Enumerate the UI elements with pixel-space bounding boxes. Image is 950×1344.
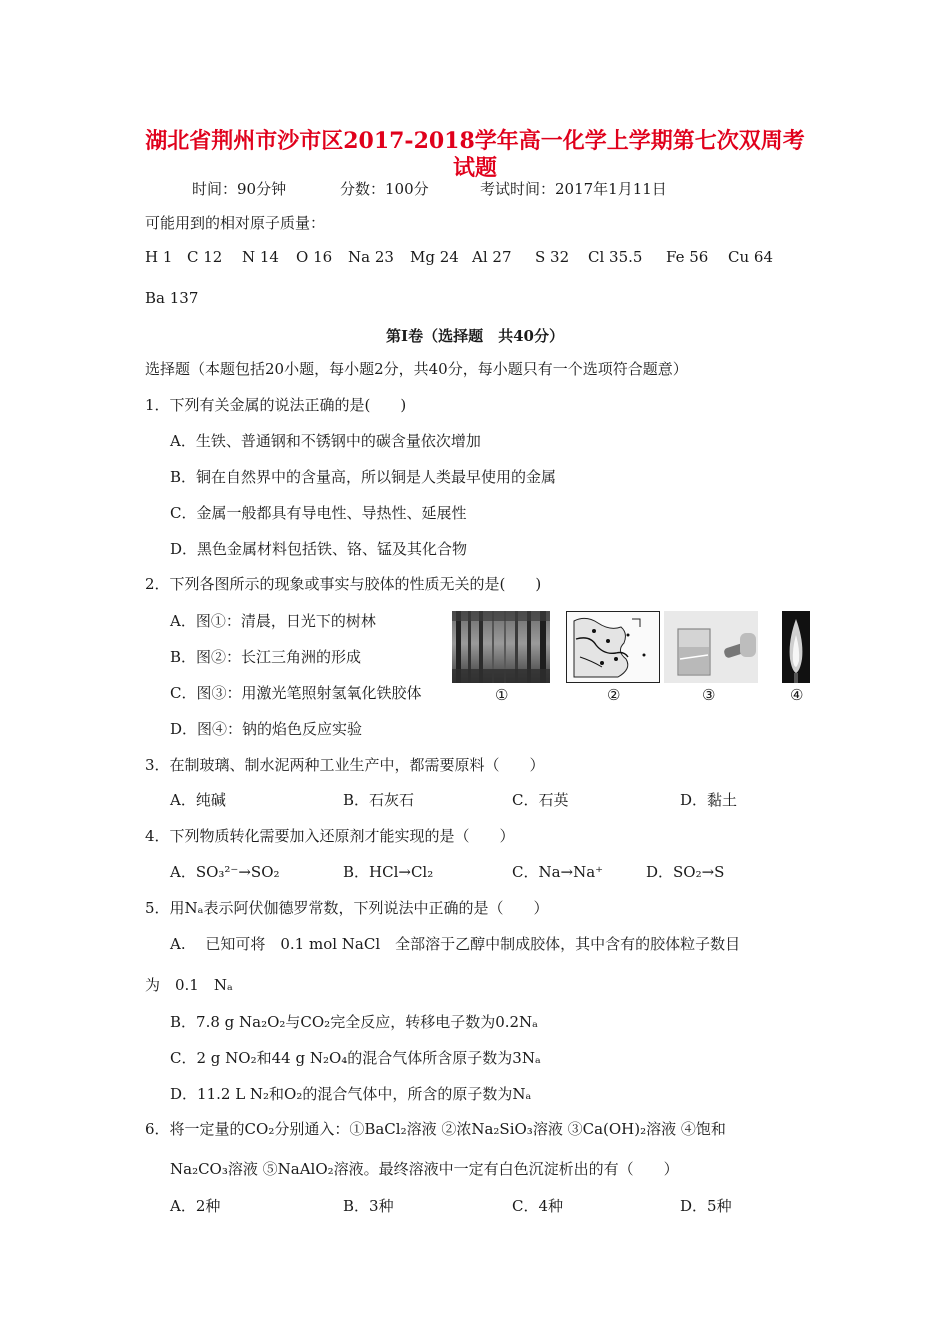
question-5-stem: 5．用Nₐ表示阿伏伽德罗常数，下列说法中正确的是（ ）	[145, 899, 549, 917]
atomic-mass-na: Na 23	[348, 248, 394, 266]
question-2-option-b: B．图②：长江三角洲的形成	[170, 648, 362, 666]
question-6-option-a: A．2种	[170, 1197, 221, 1215]
question-5-option-b: B．7.8 g Na₂O₂与CO₂完全反应，转移电子数为0.2Nₐ	[170, 1013, 538, 1031]
document-title-line2: 试题	[452, 155, 497, 181]
document-title-line1: 湖北省荆州市沙市区2017-2018学年高一化学上学期第七次双周考	[145, 128, 805, 154]
atomic-mass-al: Al 27	[472, 248, 512, 266]
atomic-mass-o: O 16	[296, 248, 333, 266]
atomic-mass-fe: Fe 56	[666, 248, 709, 266]
figure-1-forest-image	[452, 611, 550, 683]
question-4-option-c: C．Na→Na⁺	[512, 863, 604, 881]
question-5-option-a-line2: 为 0.1 Nₐ	[145, 976, 233, 994]
question-4-option-d: D．SO₂→S	[646, 863, 725, 881]
atomic-mass-cl: Cl 35.5	[588, 248, 643, 266]
question-3-option-a: A．纯碱	[170, 791, 226, 809]
question-6-option-c: C．4种	[512, 1197, 564, 1215]
atomic-mass-label: 可能用到的相对原子质量：	[145, 214, 326, 232]
question-3-option-c: C．石英	[512, 791, 569, 809]
atomic-mass-cu: Cu 64	[728, 248, 773, 266]
section-instruction: 选择题（本题包括20小题，每小题2分，共40分，每小题只有一个选项符合题意）	[145, 360, 688, 378]
question-6-option-d: D．5种	[680, 1197, 732, 1215]
figure-3-label: ③	[702, 686, 716, 704]
figure-2-label: ②	[607, 686, 621, 704]
question-2-option-a: A．图①：清晨，日光下的树林	[170, 612, 376, 630]
question-4-option-b: B．HCl→Cl₂	[343, 863, 434, 881]
figure-1-label: ①	[495, 686, 509, 704]
question-3-stem: 3．在制玻璃、制水泥两种工业生产中，都需要原料（ ）	[145, 756, 545, 774]
atomic-mass-c: C 12	[187, 248, 223, 266]
atomic-mass-ba: Ba 137	[145, 289, 199, 307]
question-1-option-c: C．金属一般都具有导电性、导热性、延展性	[170, 504, 467, 522]
figure-4-label: ④	[790, 686, 804, 704]
section-title: 第Ⅰ卷（选择题 共40分）	[386, 327, 564, 345]
question-5-option-d: D．11.2 L N₂和O₂的混合气体中，所含的原子数为Nₐ	[170, 1085, 532, 1103]
question-1-stem: 1．下列有关金属的说法正确的是( )	[145, 396, 407, 414]
exam-score: 分数：100分	[340, 180, 429, 198]
exam-time: 时间：90分钟	[192, 180, 287, 198]
atomic-mass-n: N 14	[242, 248, 279, 266]
question-1-option-b: B．铜在自然界中的含量高，所以铜是人类最早使用的金属	[170, 468, 557, 486]
question-3-option-d: D．黏土	[680, 791, 738, 809]
question-5-option-a-line1: A. 已知可将 0.1 mol NaCl 全部溶于乙醇中制成胶体，其中含有的胶体粒子数目	[170, 935, 741, 953]
figure-2-delta-map-image	[566, 611, 660, 683]
figure-4-flame-image	[782, 611, 810, 683]
atomic-mass-mg: Mg 24	[410, 248, 459, 266]
question-2-option-d: D．图④：钠的焰色反应实验	[170, 720, 363, 738]
question-5-option-c: C．2 g NO₂和44 g N₂O₄的混合气体所含原子数为3Nₐ	[170, 1049, 541, 1067]
atomic-mass-h: H 1	[145, 248, 173, 266]
question-4-stem: 4．下列物质转化需要加入还原剂才能实现的是（ ）	[145, 827, 515, 845]
question-6-option-b: B．3种	[343, 1197, 394, 1215]
figure-3-beaker-laser-image	[664, 611, 758, 683]
question-6-stem-line1: 6．将一定量的CO₂分别通入：①BaCl₂溶液 ②浓Na₂SiO₃溶液 ③Ca(OH)₂溶液 ④饱和	[145, 1120, 726, 1138]
atomic-mass-s: S 32	[535, 248, 570, 266]
exam-date: 考试时间：2017年1月11日	[480, 180, 667, 198]
question-1-option-a: A．生铁、普通钢和不锈钢中的碳含量依次增加	[170, 432, 481, 450]
question-3-option-b: B．石灰石	[343, 791, 415, 809]
question-1-option-d: D．黑色金属材料包括铁、铬、锰及其化合物	[170, 540, 468, 558]
question-2-option-c: C．图③：用激光笔照射氢氧化铁胶体	[170, 684, 422, 702]
question-2-stem: 2．下列各图所示的现象或事实与胶体的性质无关的是( )	[145, 575, 542, 593]
question-4-option-a: A．SO₃²⁻→SO₂	[170, 863, 280, 881]
question-6-stem-line2: Na₂CO₃溶液 ⑤NaAlO₂溶液。最终溶液中一定有白色沉淀析出的有（ ）	[170, 1160, 679, 1178]
